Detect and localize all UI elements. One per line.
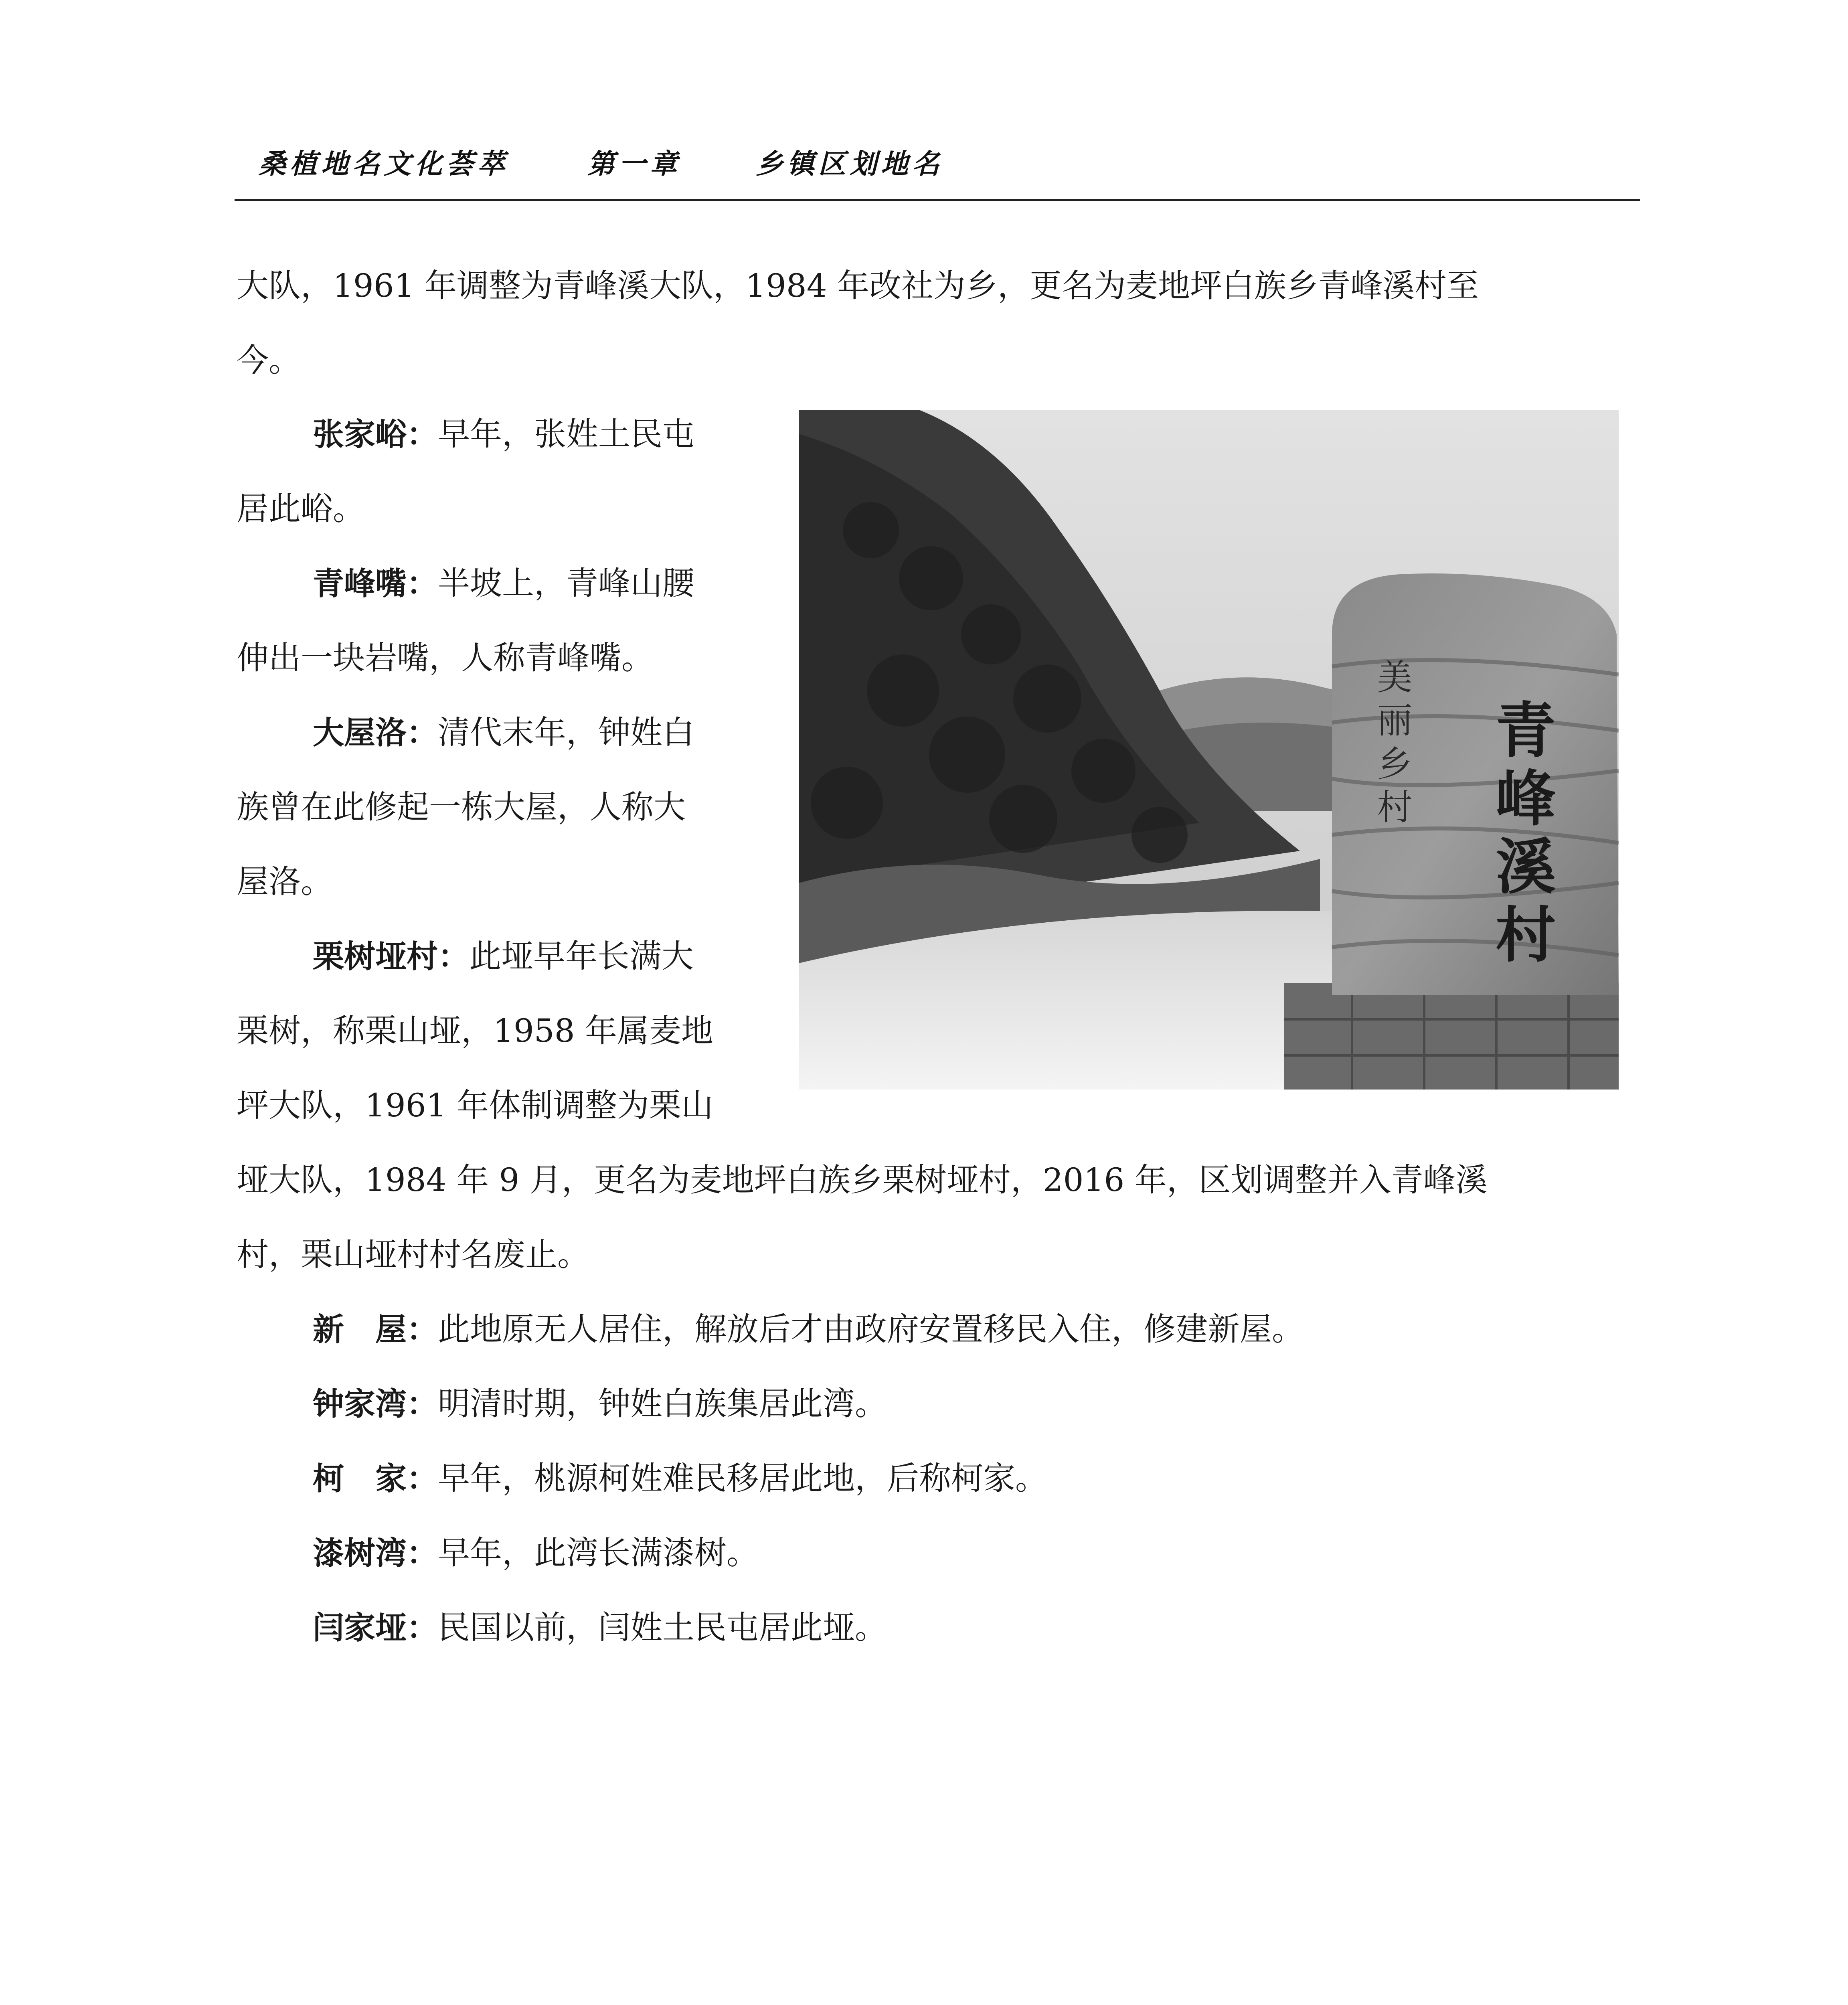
entry-lishuyacun-cont-2: 坪大队，1961 年体制调整为栗山 — [237, 1087, 714, 1124]
entry-term: 漆树湾： — [313, 1535, 438, 1572]
entry-text: 此地原无人居住，解放后才由政府安置移民入住，修建新屋。 — [438, 1310, 1304, 1348]
entry-term: 新 屋： — [313, 1312, 438, 1348]
stone-side-text: 美丽乡村 — [1371, 658, 1413, 832]
entry-lishuyacun — [313, 919, 694, 994]
entry-qingfengzui-cont: 伸出一块岩嘴，人称青峰嘴。 — [237, 639, 654, 676]
village-stone-photo — [799, 410, 1619, 1090]
header-book-title: 桑植地名文化荟萃 — [259, 148, 509, 180]
entry-zhongjiawan — [313, 1367, 887, 1442]
entry-lishuyacun-cont-4: 村，栗山垭村村名废止。 — [237, 1236, 589, 1273]
entry-text: 明清时期，钟姓白族集居此湾。 — [438, 1385, 887, 1422]
entry-lishuyacun-cont-1: 栗树，称栗山垭，1958 年属麦地 — [237, 1012, 714, 1049]
running-header — [235, 142, 1638, 190]
entry-text: 半坡上，青峰山腰 — [438, 565, 695, 602]
entry-term: 栗树垭村： — [313, 939, 470, 975]
entry-text: 早年，此湾长满漆树。 — [438, 1534, 759, 1572]
intro-line-1: 大队，1961 年调整为青峰溪大队，1984 年改社为乡，更名为麦地坪白族乡青峰溪村至 — [237, 267, 1479, 304]
entry-term: 大屋洛： — [313, 715, 438, 751]
header-section: 乡镇区划地名 — [756, 148, 944, 180]
stone-main-text: 青峰溪村 — [1485, 699, 1556, 971]
entry-term: 青峰嘴： — [313, 566, 438, 602]
entry-zhangjiayu — [313, 397, 694, 472]
entry-dawuluo-cont-2: 屋洛。 — [237, 863, 333, 900]
header-rule — [235, 199, 1640, 201]
entry-term: 闫家垭： — [313, 1610, 438, 1646]
entry-text: 早年，张姓土民屯 — [438, 415, 695, 453]
entry-text: 民国以前，闫姓土民屯居此垭。 — [438, 1609, 887, 1646]
entry-lishuyacun-cont-3: 垭大队，1984 年 9 月，更名为麦地坪白族乡栗树垭村，2016 年，区划调整并入青峰溪 — [237, 1161, 1488, 1199]
entry-term: 柯 家： — [313, 1461, 438, 1497]
entry-term: 钟家湾： — [313, 1386, 438, 1422]
photo-illustration — [799, 410, 1619, 1090]
header-chapter: 第一章 — [587, 148, 682, 180]
entry-kejia — [313, 1441, 1047, 1516]
entry-term: 张家峪： — [313, 417, 438, 453]
entry-text: 早年，桃源柯姓难民移居此地，后称柯家。 — [438, 1460, 1048, 1497]
entry-qishuwan — [313, 1516, 759, 1591]
entry-yanjiaya — [313, 1590, 887, 1665]
intro-line-2: 今。 — [237, 342, 301, 379]
entry-text: 此垭早年长满大 — [469, 938, 694, 975]
entry-dawuluo-cont-1: 族曾在此修起一栋大屋，人称大 — [237, 788, 686, 826]
entry-dawuluo — [313, 695, 694, 770]
entry-xinwu — [313, 1292, 1304, 1367]
entry-qingfengzui — [313, 546, 694, 621]
entry-text: 清代末年，钟姓白 — [438, 714, 695, 751]
entry-zhangjiayu-cont: 居此峪。 — [237, 490, 365, 527]
